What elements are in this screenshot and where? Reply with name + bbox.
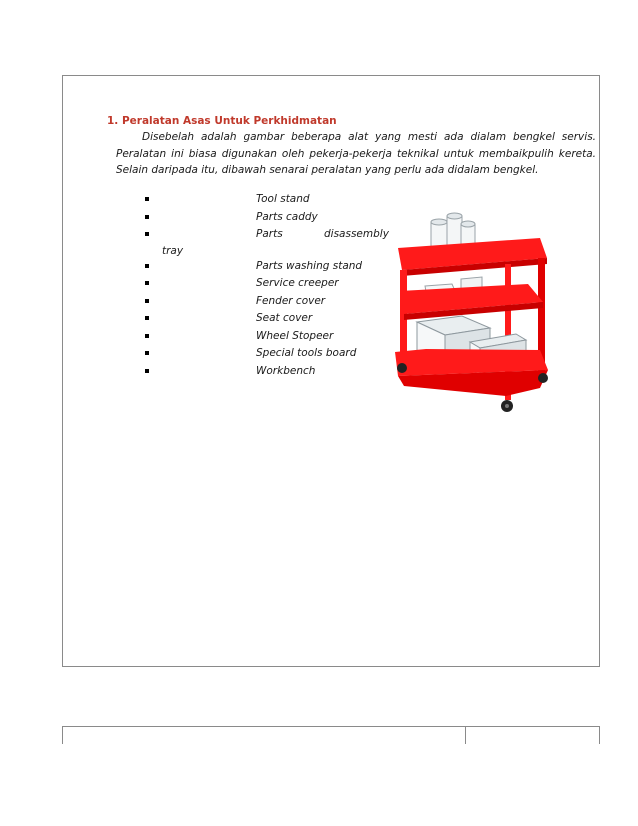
footer-border: [62, 726, 600, 727]
bullet-icon: [145, 369, 149, 373]
bullet-icon: [145, 281, 149, 285]
intro-text: Disebelah adalah gambar beberapa alat yang mesti ada dialam bengkel servis. Peralatan ini biasa digunakan oleh pekerja-pekerja teknikal untuk membaikpulih kereta. Selain daripada itu, dibawah senarai peralatan yang perlu ada didalam bengkel.: [116, 131, 596, 176]
section-heading: 1. Peralatan Asas Untuk Perkhidmatan: [107, 115, 337, 127]
bullet-icon: [145, 215, 149, 219]
intro-paragraph: [116, 129, 596, 179]
bullet-icon: [145, 334, 149, 338]
bullet-icon: [145, 232, 149, 236]
footer-divider: [62, 726, 63, 744]
bullet-icon: [145, 299, 149, 303]
service-cart-image: [390, 200, 560, 418]
bullet-icon: [145, 351, 149, 355]
bullet-icon: [145, 197, 149, 201]
footer-divider: [465, 726, 466, 744]
bullet-icon: [145, 264, 149, 268]
bullet-icon: [145, 316, 149, 320]
footer-divider: [599, 726, 600, 744]
